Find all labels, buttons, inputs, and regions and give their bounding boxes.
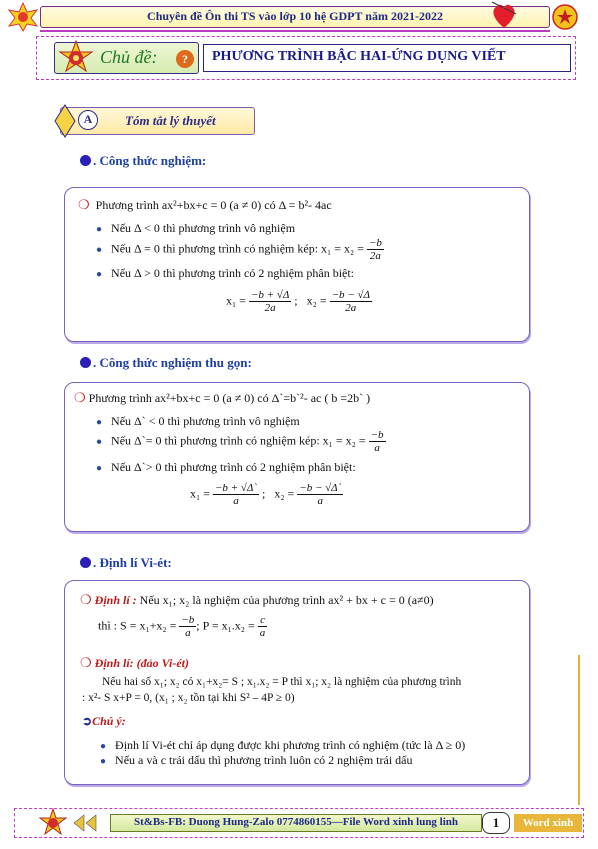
sun-badge-icon [6,2,40,32]
fraction-denominator: 2a [264,302,276,314]
diamond-icon [54,104,76,138]
fraction [249,289,291,314]
bullet-icon: ● [96,417,103,428]
hollow-circle-icon: ❍ [80,655,92,670]
fraction-denominator: a [374,442,380,454]
product-text: ; P = x₁.x₂ = [196,618,255,633]
part2-bullet-3 [96,460,356,475]
fraction [367,237,384,262]
separator: ; [294,293,298,308]
fraction-numerator: −b + √Δ` [214,482,257,494]
footer-brand: Word xinh [514,814,582,832]
fraction-denominator: 2a [369,250,381,262]
bullet-icon: ● [96,463,103,474]
part1-heading-text: . Công thức nghiệm: [93,153,207,168]
topic-label: Chủ đề: [100,47,158,67]
x2-label: x₂ = [274,486,295,501]
theorem-text: Nếu x₁; x₂ là nghiệm của phương trình ax² + bx + c = 0 (a≠0) [139,593,434,607]
fraction [297,482,343,507]
converse-label: Định lí: (đảo Vi-ét) [94,656,189,670]
bullet-dot-icon [80,155,91,166]
note-bullet-2 [100,753,413,768]
separator: ; [261,486,266,501]
part3-heading-text: . Định lí Vi-ét: [93,555,172,570]
part1-heading [80,153,206,169]
part2-bullet-1 [96,414,300,429]
fraction-numerator: −b [181,614,195,626]
fraction-denominator: a [185,627,191,639]
fraction [330,289,372,314]
part2-heading-text: . Công thức nghiệm thu gọn: [93,355,252,370]
x2-label: x₂ = [306,293,327,308]
fraction-numerator: c [258,614,268,627]
part1-bullet-3-text: Nếu Δ > 0 thì phương trình có 2 nghiệm phân biệt: [111,266,355,280]
footer-arrows-icon [72,812,106,834]
part2-intro-text: Phương trình ax²+bx+c = 0 (a ≠ 0) có Δ`=b`²- ac ( b =2b` ) [88,391,371,405]
bullet-dot-icon [80,557,91,568]
fraction [258,614,268,639]
bullet-dot-icon [80,357,91,368]
fraction [179,614,196,639]
note-2-text: Nếu a và c trái dấu thì phương trình luôn có 2 nghiệm trái dấu [115,753,413,767]
part1-bullet-3 [96,266,354,281]
section-a-letter: A [78,110,98,130]
theorem-line [80,592,434,608]
fraction [213,482,259,507]
part2-heading [80,355,252,371]
hollow-circle-icon: ❍ [74,390,86,405]
fraction-numerator: −b − √Δ [331,289,370,301]
hollow-circle-icon: ❍ [78,197,90,212]
part2-roots [190,482,343,507]
part3-heading [80,555,172,571]
part2-bullet-3-text: Nếu Δ`> 0 thì phương trình có 2 nghiệm phân biệt: [111,460,356,474]
hollow-circle-icon: ❍ [80,592,92,607]
part1-bullet-1 [96,221,295,236]
sum-product-line [98,614,267,639]
page-number: 1 [482,812,510,834]
fraction-denominator: a [233,495,239,507]
part1-bullet-1-text: Nếu Δ < 0 thì phương trình vô nghiệm [111,221,296,235]
header-divider [40,30,550,32]
topic-emblem-icon [58,40,94,76]
x1-label: x₁ = [190,486,210,501]
bullet-icon: ● [100,741,107,752]
fraction-numerator: −b − √Δ` [299,482,342,494]
part1-bullet-2 [96,237,384,262]
bullet-icon: ● [100,756,107,767]
heart-icon [490,0,518,32]
bullet-icon: ● [96,224,103,235]
fraction-denominator: 2a [345,302,357,314]
note-heading [82,714,126,729]
converse-line-2: : x²- S x+P = 0, (x₁ ; x₂ tồn tại khi S² – 4P ≥ 0) [82,692,295,704]
sum-text: thì : S = x₁+x₂ = [98,618,177,633]
topic-title: PHƯƠNG TRÌNH BẬC HAI-ỨNG DỤNG VIẾT [212,49,506,64]
arrow-right-icon: ➲ [82,714,93,728]
part1-roots [226,289,372,314]
part2-bullet-2-text: Nếu Δ`= 0 thì phương trình có nghiệm kép: x₁ = x₂ = [111,433,366,448]
page-edge-mark [578,655,580,805]
footer-text: St&Bs-FB: Duong Hung-Zalo 0774860155—File Word xinh lung linh [133,816,459,828]
flower-badge-icon [552,4,578,30]
part2-bullet-1-text: Nếu Δ` < 0 thì phương trình vô nghiệm [111,414,300,428]
x1-label: x₁ = [226,293,246,308]
fraction-numerator: −b [370,429,384,441]
theorem-label: Định lí : [94,593,137,607]
part2-intro [74,390,370,406]
bullet-icon: ● [96,244,103,256]
note-bullet-1 [100,738,465,753]
fraction-denominator: a [259,627,266,639]
part1-bullet-2-text: Nếu Δ = 0 thì phương trình có nghiệm kép: x₁ = x₂ = [111,241,364,256]
converse-line-1: Nếu hai số x₁; x₂ có x₁+x₂= S ; x₁.x₂ = P thì x₁; x₂ là nghiệm của phương trình [102,676,462,688]
fraction-numerator: −b + √Δ [250,289,290,301]
part1-intro [78,197,332,213]
bullet-icon: ● [96,436,103,448]
fraction [369,429,386,454]
part2-bullet-2 [96,429,386,454]
header-title: Chuyên đề Ôn thi TS vào lớp 10 hệ GDPT năm 2021-2022 [147,9,443,23]
footer-emblem-icon [38,808,68,838]
bullet-icon: ● [96,269,103,280]
note-label: Chú ý: [92,714,126,728]
question-badge-icon: ? [176,50,194,68]
fraction-denominator: a [317,495,324,507]
section-a-title: Tóm tắt lý thuyết [125,113,216,128]
part1-intro-text: Phương trình ax²+bx+c = 0 (a ≠ 0) có Δ = b²- 4ac [95,198,332,212]
converse-heading [80,655,189,671]
note-1-text: Định lí Vi-ét chỉ áp dụng được khi phương trình có nghiệm (tức là Δ ≥ 0) [115,738,466,752]
fraction-numerator: −b [368,237,382,249]
